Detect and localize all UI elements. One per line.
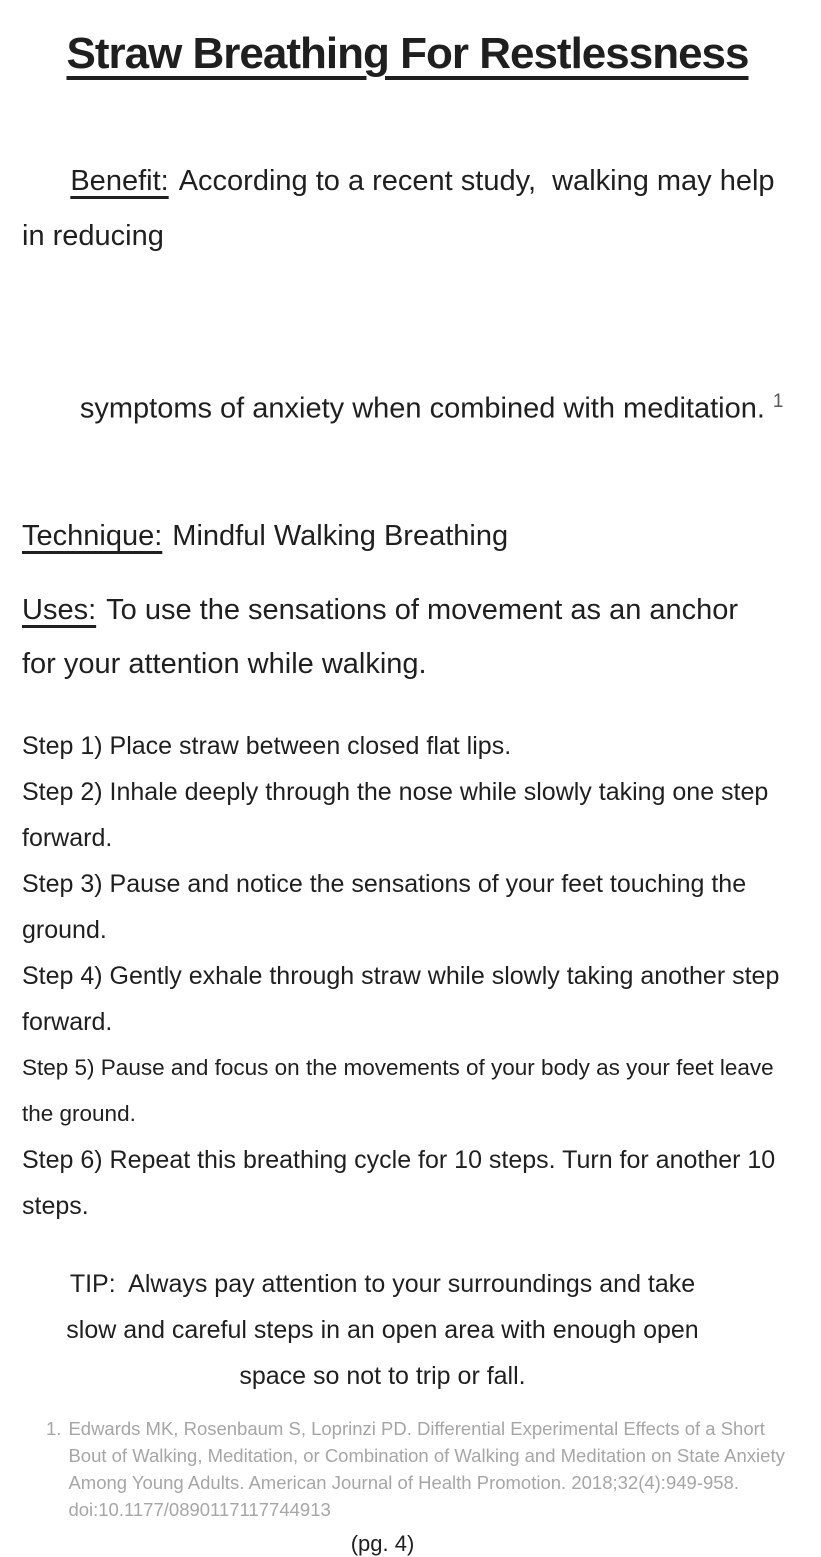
step-item-2: Step 2) Inhale deeply through the nose while slowly taking one step forward.	[22, 777, 776, 852]
footnote-number: 1.	[46, 1417, 62, 1439]
footnote-reference-superscript: 1	[772, 391, 784, 412]
benefit-section	[22, 99, 793, 492]
technique-text: Mindful Walking Breathing	[172, 519, 509, 552]
benefit-text-line1: According to a recent study, walking may help in reducing	[22, 165, 783, 252]
benefit-line-2	[22, 319, 793, 492]
uses-label: Uses:	[22, 593, 97, 626]
tip-section	[22, 1261, 743, 1399]
tip-line-3: space so not to trip or fall.	[239, 1361, 526, 1390]
uses-line-1	[22, 583, 793, 637]
uses-line-2: for your attention while walking.	[22, 647, 427, 680]
step-item-4: Step 4) Gently exhale through straw while slowly taking another step forward.	[22, 961, 787, 1036]
benefit-line-1	[22, 99, 793, 319]
footnote-text: Edwards MK, Rosenbaum S, Loprinzi PD. Differential Experimental Effects of a Short Bout of Walking, Meditation, or Combination of Walking and Meditation on State Anxiety Among Young Adults. American Journal of Health Promotion. 2018;32(4):949-958. doi:10.1177/0890117117744913	[68, 1417, 785, 1520]
benefit-text-line2: symptoms of anxiety when combined with meditation.	[79, 392, 765, 425]
page-title	[22, 26, 793, 81]
step-item-6: Step 6) Repeat this breathing cycle for 10 steps. Turn for another 10 steps.	[22, 1145, 783, 1220]
steps-list	[22, 723, 793, 1229]
benefit-label: Benefit:	[70, 165, 169, 197]
technique-section	[22, 520, 793, 553]
technique-label: Technique:	[22, 519, 163, 552]
step-item-3: Step 3) Pause and notice the sensations of your feet touching the ground.	[22, 869, 754, 944]
uses-text-line1: To use the sensations of movement as an anchor	[106, 593, 739, 626]
step-item-5: Step 5) Pause and focus on the movements of your body as your feet leave the ground.	[22, 1054, 780, 1126]
uses-section	[22, 583, 793, 691]
tip-line-2: slow and careful steps in an open area with enough open	[66, 1315, 699, 1344]
page-number: (pg. 4)	[350, 1530, 415, 1556]
step-item-1: Step 1) Place straw between closed flat lips.	[22, 731, 512, 760]
citation-footnote	[46, 1415, 793, 1523]
tip-line-1: TIP: Always pay attention to your surroundings and take	[69, 1269, 696, 1298]
page-title-text: Straw Breathing For Restlessness	[66, 29, 749, 78]
